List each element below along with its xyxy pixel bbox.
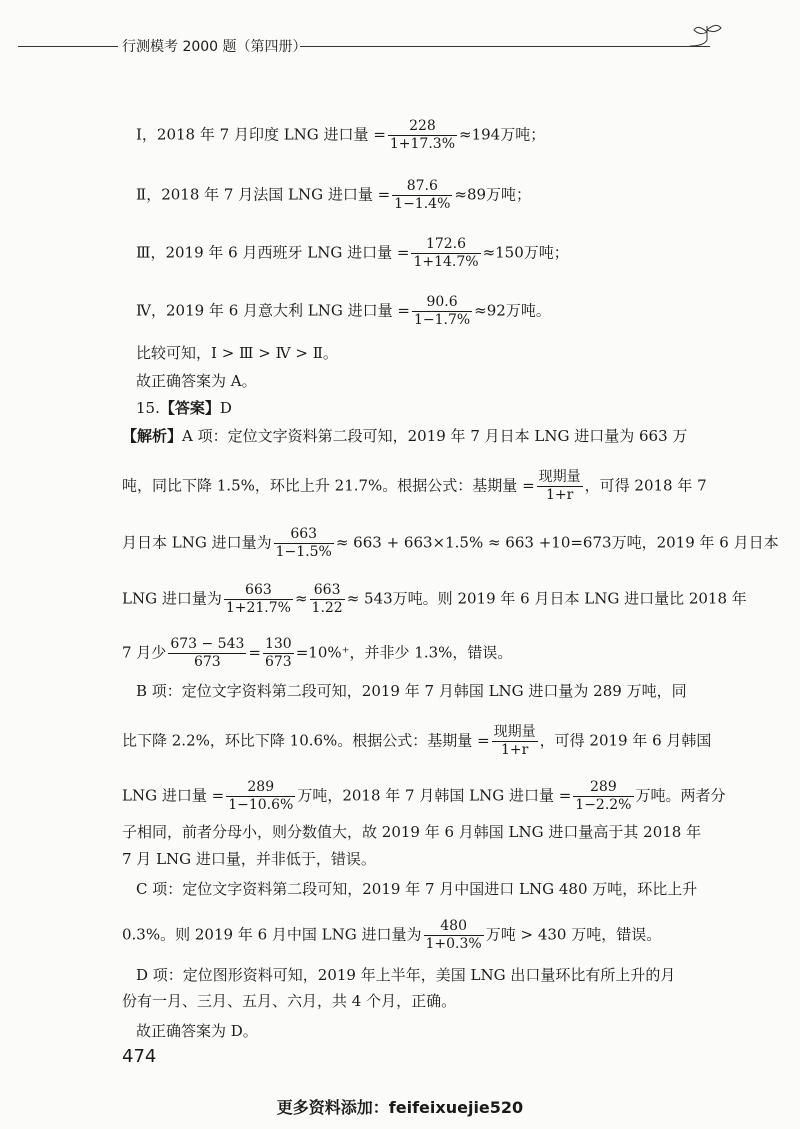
analysis-a-line-3: 月日本 LNG 进口量为 $\frac{663}{1-1.5\%}$ ≈ 663 + 663×1.5% ≈ 663 +10=673万吨，2019 年 6 月日本	[122, 526, 779, 560]
analysis-a-line-2: 吨，同比下降 1.5%，环比上升 21.7%。根据公式：基期量 = $\frac{\text{现期量}}{1+r}$ ，可得 2018 年 7	[122, 469, 707, 503]
answer-15: 故正确答案为 D。	[136, 1022, 258, 1040]
fraction: $\frac{663}{1-1.5\%}$	[275, 526, 332, 560]
analysis-c-line-2: 0.3%。则 2019 年 6 月中国 LNG 进口量为 $\frac{480}{1+0.3\%}$ 万吨 > 430 万吨，错误。	[122, 918, 662, 952]
header-rule-right	[300, 46, 710, 47]
fraction: $\frac{228}{1+17.3\%}$	[389, 118, 456, 152]
fraction: $\frac{130}{673}$	[264, 636, 292, 670]
comparison-text: 比较可知，Ⅰ > Ⅲ > Ⅳ > Ⅱ。	[136, 344, 338, 362]
analysis-d-line-2: 份有一月、三月、五月、六月，共 4 个月，正确。	[122, 992, 457, 1010]
analysis-b-line-4: 子相同，前者分母小，则分数值大，故 2019 年 6 月韩国 LNG 进口量高于其 2018 年	[122, 823, 702, 841]
answer-14: 故正确答案为 A。	[136, 372, 257, 390]
header-rule-left	[18, 46, 118, 47]
fraction: $\frac{663}{1.22}$	[311, 582, 343, 616]
book-title: 行测模考 2000 题（第四册）	[122, 39, 307, 55]
analysis-b-line-2: 比下降 2.2%，环比下降 10.6%。根据公式：基期量 = $\frac{\text{现期量}}{1+r}$ ，可得 2019 年 6 月韩国	[122, 724, 712, 758]
fraction: $\frac{90.6}{1-1.7\%}$	[413, 294, 471, 328]
page-number: 474	[122, 1046, 157, 1067]
calc-line-3: Ⅲ，2019 年 6 月西班牙 LNG 进口量 = $\frac{172.6}{1+14.7\%}$ ≈150万吨；	[136, 236, 569, 270]
running-header	[0, 32, 800, 60]
calc-line-4: Ⅳ，2019 年 6 月意大利 LNG 进口量 = $\frac{90.6}{1-1.7\%}$ ≈92万吨。	[136, 294, 551, 328]
calc-line-2: Ⅱ，2018 年 7 月法国 LNG 进口量 = $\frac{87.6}{1-1.4\%}$ ≈89万吨；	[136, 178, 532, 212]
analysis-b-line-3: LNG 进口量 = $\frac{289}{1-10.6\%}$ 万吨，2018 年 7 月韩国 LNG 进口量 = $\frac{289}{1-2.2\%}$ 万吨。两者分	[122, 779, 726, 813]
q15-answer-heading: 15.【答案】D	[136, 399, 232, 417]
fraction: $\frac{289}{1-10.6\%}$	[228, 779, 294, 813]
footer-watermark: 更多资料添加：feifeixuejie520	[276, 1098, 524, 1117]
fraction: $\frac{663}{1+21.7\%}$	[225, 582, 291, 616]
sprout-icon	[690, 22, 724, 54]
fraction: $\frac{289}{1-2.2\%}$	[575, 779, 632, 813]
analysis-b-line-5: 7 月 LNG 进口量，并非低于，错误。	[122, 850, 376, 868]
fraction: $\frac{87.6}{1-1.4\%}$	[394, 178, 451, 212]
analysis-a-line-5: 7 月少 $\frac{673 - 543}{673}$ = $\frac{130}{673}$ =10%⁺，并非少 1.3%，错误。	[122, 636, 513, 670]
calc-line-1: Ⅰ，2018 年 7 月印度 LNG 进口量 = $\frac{228}{1+17.3\%}$ ≈194万吨；	[136, 118, 546, 152]
fraction: $\frac{\text{现期量}}{1+r}$	[493, 724, 536, 758]
fraction: $\frac{\text{现期量}}{1+r}$	[538, 469, 581, 503]
fraction: $\frac{480}{1+0.3\%}$	[425, 918, 482, 952]
analysis-d-line-1: D 项：定位图形资料可知，2019 年上半年，美国 LNG 出口量环比有所上升的月	[136, 966, 676, 984]
fraction: $\frac{673 - 543}{673}$	[170, 636, 245, 670]
analysis-a-line-4: LNG 进口量为 $\frac{663}{1+21.7\%}$ ≈ $\frac{663}{1.22}$ ≈ 543万吨。则 2019 年 6 月日本 LNG 进口量比 2018 年	[122, 582, 747, 616]
analysis-c-line-1: C 项：定位文字资料第二段可知，2019 年 7 月中国进口 LNG 480 万吨，环比上升	[136, 880, 698, 898]
analysis-a-line-1: 【解析】A 项：定位文字资料第二段可知，2019 年 7 月日本 LNG 进口量为 663 万	[122, 427, 688, 445]
fraction: $\frac{172.6}{1+14.7\%}$	[413, 236, 479, 270]
analysis-b-line-1: B 项：定位文字资料第二段可知，2019 年 7 月韩国 LNG 进口量为 289 万吨，同	[136, 682, 687, 700]
